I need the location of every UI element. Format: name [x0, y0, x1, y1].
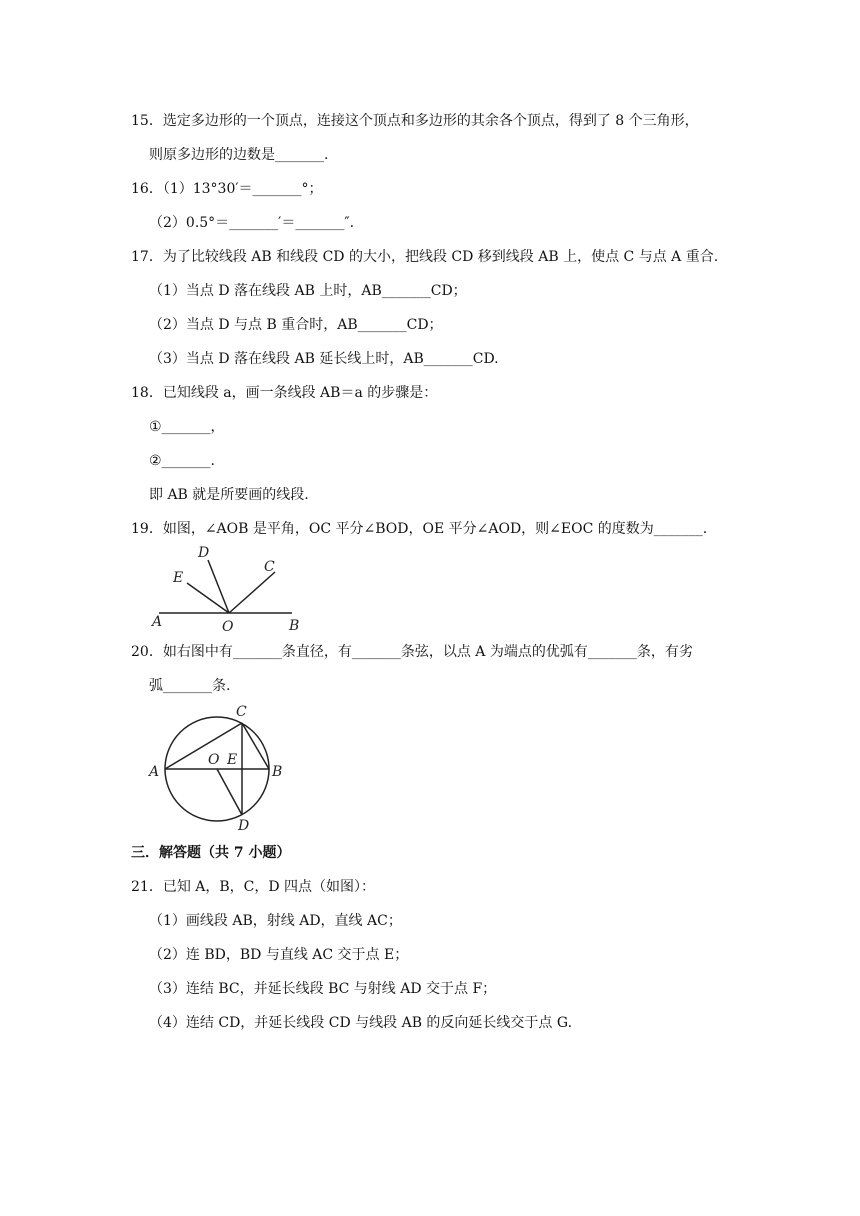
q21-sub3: （3）连结 BC，并延长线段 BC 与射线 AD 交于点 F； [149, 981, 497, 997]
q20-label-a: A [149, 764, 160, 780]
q15-line1: 15．选定多边形的一个顶点，连接这个顶点和多边形的其余各个顶点，得到了 8 个三角形， [131, 113, 699, 129]
q16-line2: （2）0.5°＝_______′＝_______″. [149, 215, 355, 231]
q20-label-c: C [236, 704, 247, 720]
q18-line1: 18．已知线段 a，画一条线段 AB＝a 的步骤是： [131, 385, 438, 401]
q19-line1: 19．如图，∠AOB 是平角，OC 平分∠BOD，OE 平分∠AOD，则∠EOC 的度数为_______. [131, 521, 708, 537]
q19-label-d: D [198, 545, 210, 561]
q17-sub2: （2）当点 D 与点 B 重合时，AB_______CD； [149, 317, 443, 333]
q20-label-o: O [208, 752, 220, 768]
q19-label-c: C [264, 559, 275, 575]
q19-angle-figure [145, 543, 305, 633]
q20-circle-figure [145, 702, 295, 832]
q20-label-d: D [238, 818, 250, 832]
q16-line1: 16．（1）13°30′＝_______°； [131, 181, 323, 197]
q20-line2: 弧_______条. [149, 678, 231, 694]
q18-step2: ②_______. [149, 453, 216, 469]
q15-line2: 则原多边形的边数是_______. [149, 147, 329, 163]
q19-label-b: B [289, 618, 300, 633]
q20-label-e: E [227, 752, 238, 768]
q21-line1: 21．已知 A，B，C，D 四点（如图）： [131, 879, 376, 895]
q20-label-b: B [272, 764, 283, 780]
q19-label-a: A [152, 614, 163, 630]
section-3-heading: 三．解答题（共 7 小题） [131, 845, 291, 861]
q17-sub3: （3）当点 D 落在线段 AB 延长线上时，AB_______CD. [149, 351, 499, 367]
q21-sub1: （1）画线段 AB，射线 AD，直线 AC； [149, 913, 402, 929]
q18-step1: ①_______， [149, 419, 225, 435]
q18-conclusion: 即 AB 就是所要画的线段. [149, 487, 309, 503]
q21-sub2: （2）连 BD，BD 与直线 AC 交于点 E； [149, 947, 409, 963]
q19-label-o: O [222, 619, 234, 633]
q17-line1: 17．为了比较线段 AB 和线段 CD 的大小，把线段 CD 移到线段 AB 上，使点 C 与点 A 重合. [131, 249, 719, 265]
q21-sub4: （4）连结 CD，并延长线段 CD 与线段 AB 的反向延长线交于点 G. [149, 1015, 573, 1031]
q20-line1: 20．如右图中有_______条直径，有_______条弦，以点 A 为端点的优弧有_______条，有劣 [131, 644, 693, 660]
q19-label-e: E [173, 570, 184, 586]
q17-sub1: （1）当点 D 落在线段 AB 上时，AB_______CD； [149, 283, 467, 299]
